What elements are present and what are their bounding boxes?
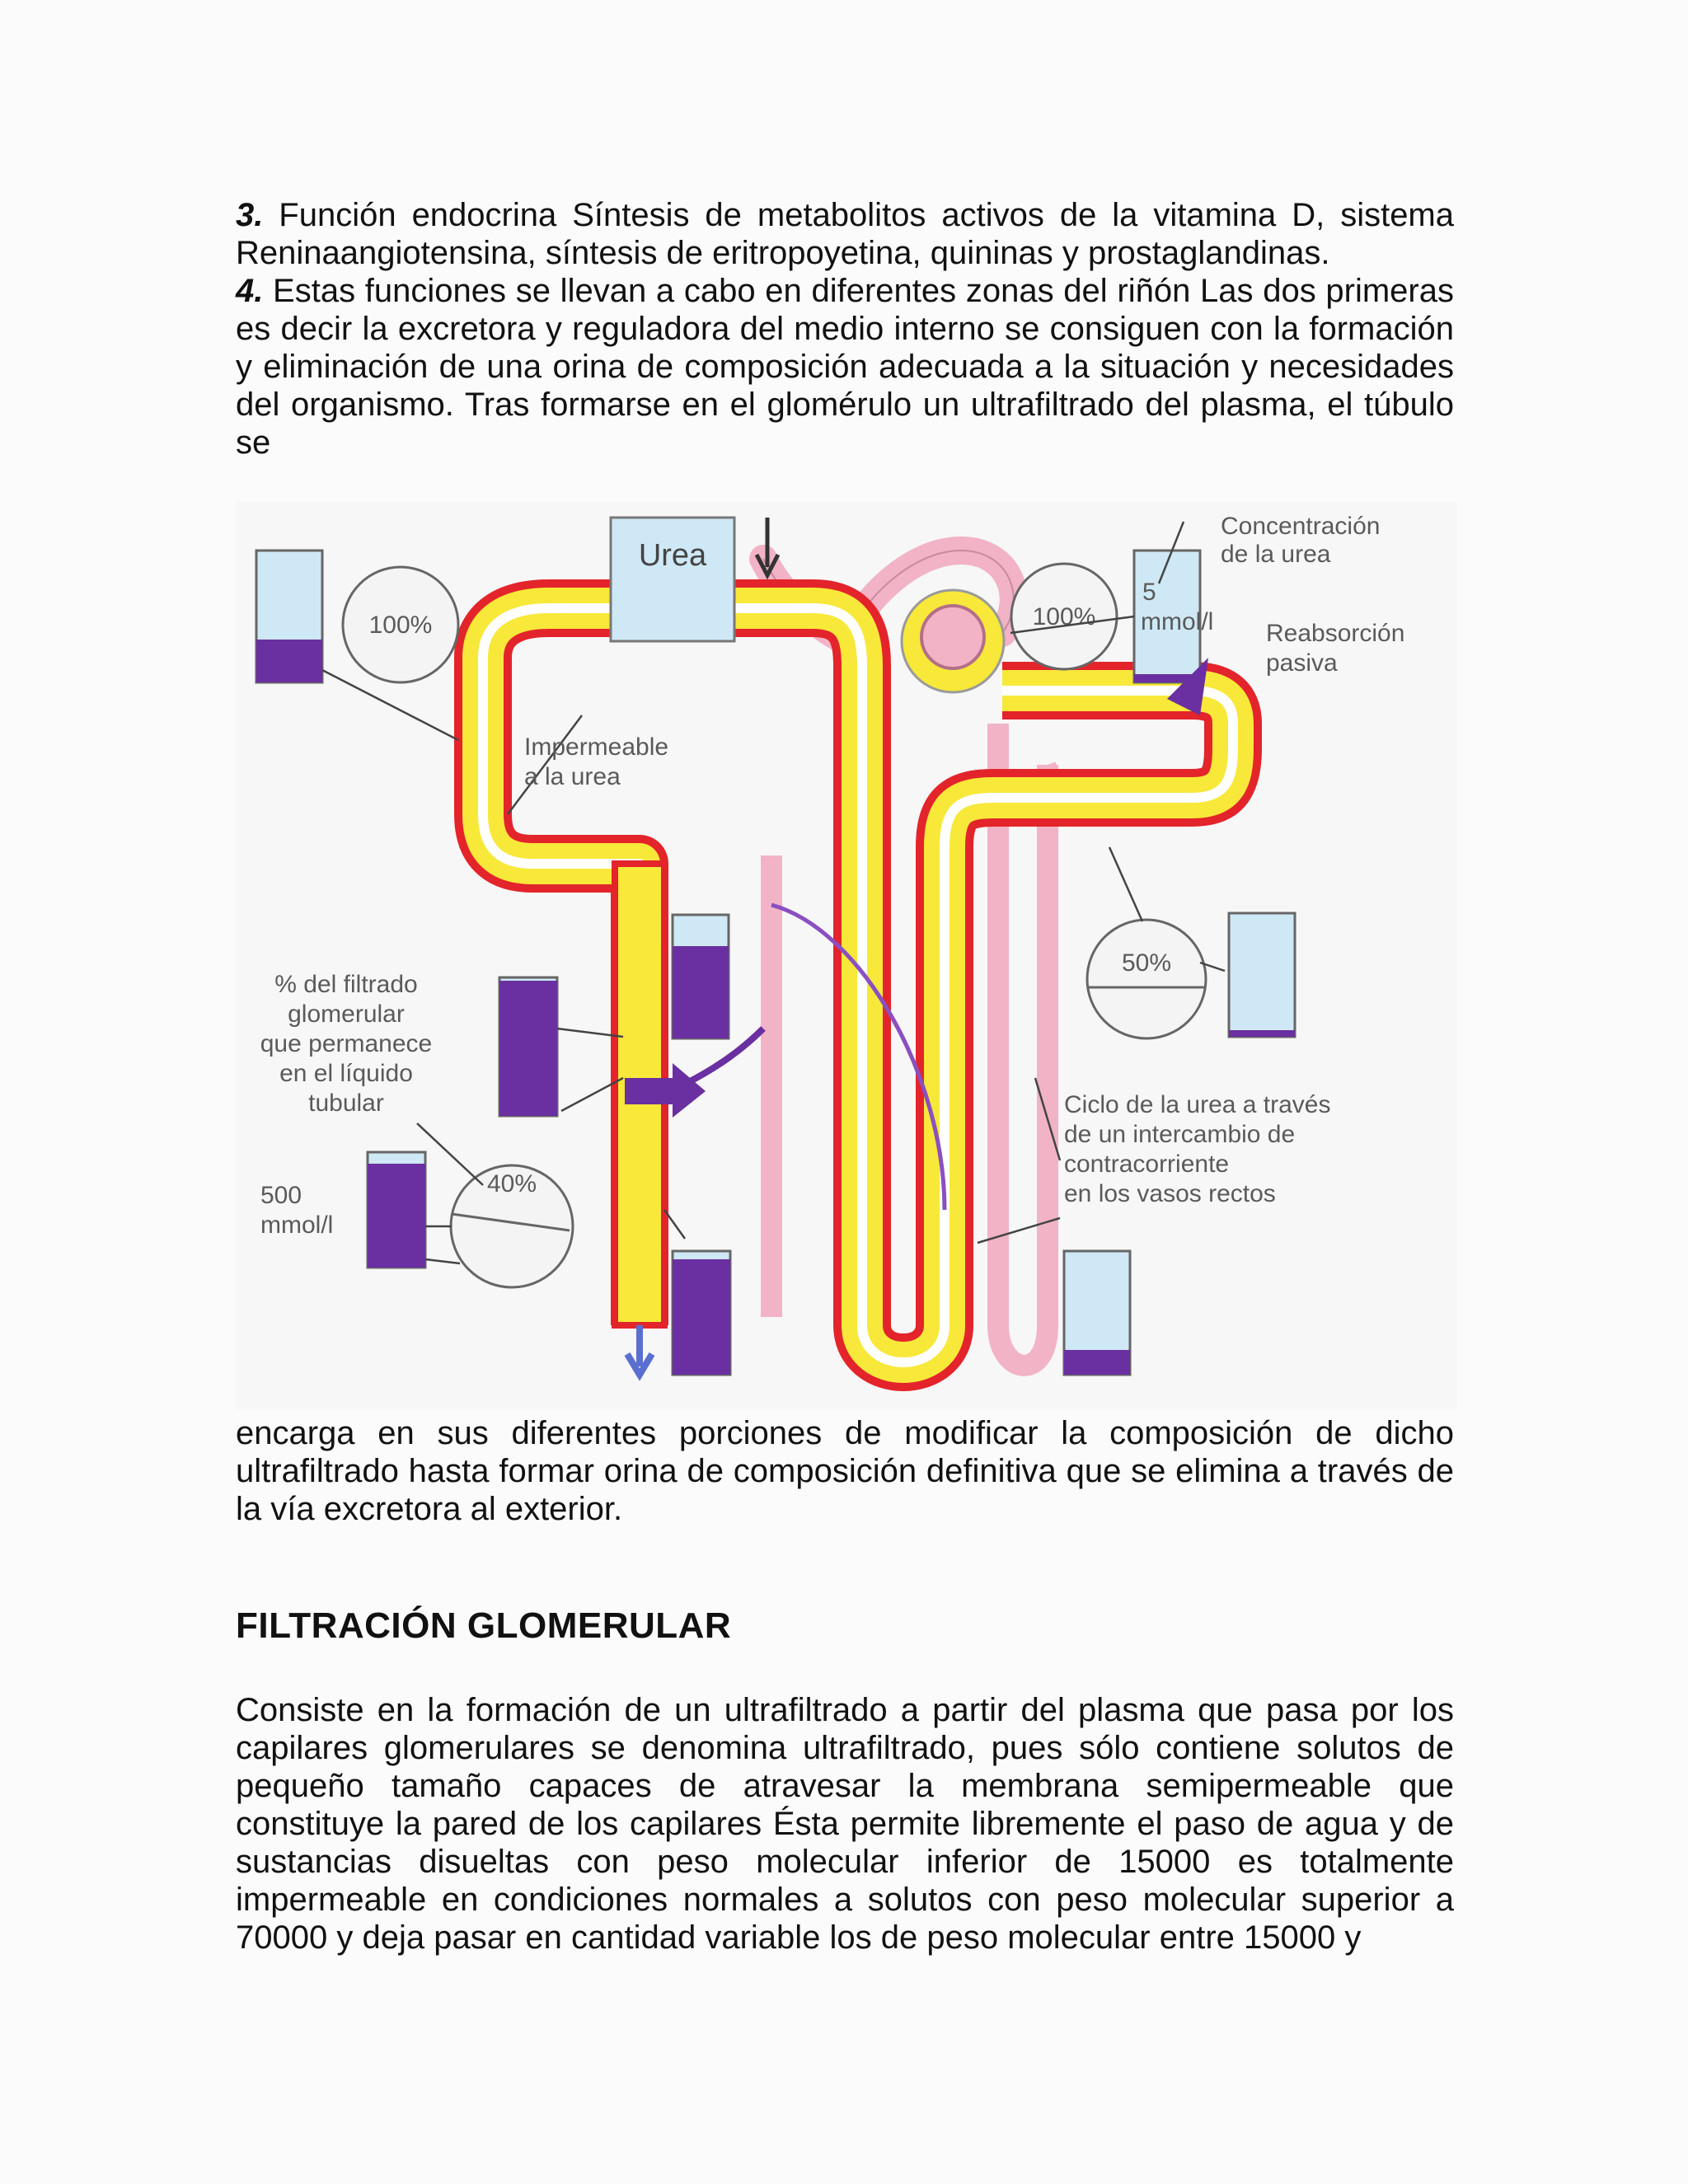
cycle-label-3: contracorriente xyxy=(1064,1151,1230,1178)
paragraph-3 xyxy=(236,196,1454,272)
beaker-right-middle xyxy=(1229,913,1295,1037)
concentration-label: Concentración xyxy=(1221,513,1381,540)
paragraph-filtration: Consiste en la formación de un ultrafiltrado a partir del plasma que pasa por los capilares glomerulares se denomina ultrafiltrado, pues sólo contiene solutos de pequeño tamaño capaces de atravesar la membrana semipermeable que constituye la pared de los capilares Ésta permite libremente el paso de agua y de sustancias disueltas con peso molecular inferior de 15000 es totalmente impermeable en condiciones normales a solutos con peso molecular superior a 70000 y deja pasar en cantidad variable los de peso molecular entre 15000 y xyxy=(236,1692,1454,1956)
filtrate-label-5: tubular xyxy=(308,1090,384,1117)
filtrate-label-4: en el líquido xyxy=(279,1060,413,1087)
cycle-label-4: en los vasos rectos xyxy=(1064,1180,1276,1207)
beaker-right-bottom xyxy=(1064,1251,1130,1375)
paragraph-text: Estas funciones se llevan a cabo en diferentes zonas del riñón Las dos primeras es decir la excretora y reguladora del medio interno se consiguen con la formación y eliminación de una orina de composición adecuada a la situación y necesidades del organismo. Tras formarse en el glomérulo un ultrafiltrado del plasma, el túbulo se xyxy=(236,273,1454,461)
intro-text xyxy=(236,196,1454,462)
beaker-collecting-bottom xyxy=(673,1251,730,1375)
beaker-left-middle xyxy=(499,977,557,1116)
impermeable-label: Impermeable xyxy=(524,733,669,761)
conc-5-value: 5 xyxy=(1142,579,1156,606)
urine-outflow-arrow xyxy=(627,1325,652,1375)
reabsorption-label: Reabsorción xyxy=(1266,620,1405,647)
paragraph-4 xyxy=(236,272,1454,462)
urea-box xyxy=(611,518,734,641)
impermeable-label-2: a la urea xyxy=(524,763,621,790)
section-body xyxy=(236,1691,1454,1957)
beaker-collecting-top xyxy=(673,915,729,1038)
paragraph-continuation: encarga en sus diferentes porciones de modificar la composición de dicho ultrafiltrado hasta formar orina de composición definitiva que se elimina a través de la vía excretora al exterior. xyxy=(236,1415,1454,1527)
conc-500-value: 500 xyxy=(260,1182,302,1209)
pct-40: 40% xyxy=(486,1170,537,1197)
paragraph-text: Función endocrina Síntesis de metabolitos activos de la vitamina D, sistema Reninaangiotensina, síntesis de eritropoyetina, quininas y prostaglandinas. xyxy=(236,197,1454,271)
filtrate-label-2: glomerular xyxy=(288,1001,405,1028)
concentration-label-2: de la urea xyxy=(1221,541,1331,568)
pct-100-left: 100% xyxy=(368,612,433,639)
pct-100-right: 100% xyxy=(1032,603,1096,630)
section-heading: FILTRACIÓN GLOMERULAR xyxy=(236,1605,732,1646)
cycle-label-2: de un intercambio de xyxy=(1064,1121,1296,1148)
pct-50: 50% xyxy=(1121,949,1172,977)
kidney-urea-diagram xyxy=(236,501,1457,1409)
urea-box-label: Urea xyxy=(638,538,707,573)
glomerulus-capillaries xyxy=(921,606,984,668)
cycle-label: Ciclo de la urea a través xyxy=(1064,1091,1331,1118)
reabsorption-label-2: pasiva xyxy=(1266,649,1338,677)
conc-500-unit: mmol/l xyxy=(260,1212,334,1239)
beaker-left-top xyxy=(256,551,322,682)
item-number: 4. xyxy=(236,273,264,309)
continuation-text xyxy=(236,1414,1454,1528)
percentage-circle-50 xyxy=(1087,920,1206,1038)
conc-5-unit: mmol/l xyxy=(1141,608,1214,635)
filtrate-label: % del filtrado xyxy=(274,971,418,998)
item-number: 3. xyxy=(236,197,264,233)
beaker-left-bottom xyxy=(368,1152,425,1268)
filtrate-label-3: que permanece xyxy=(260,1030,433,1057)
